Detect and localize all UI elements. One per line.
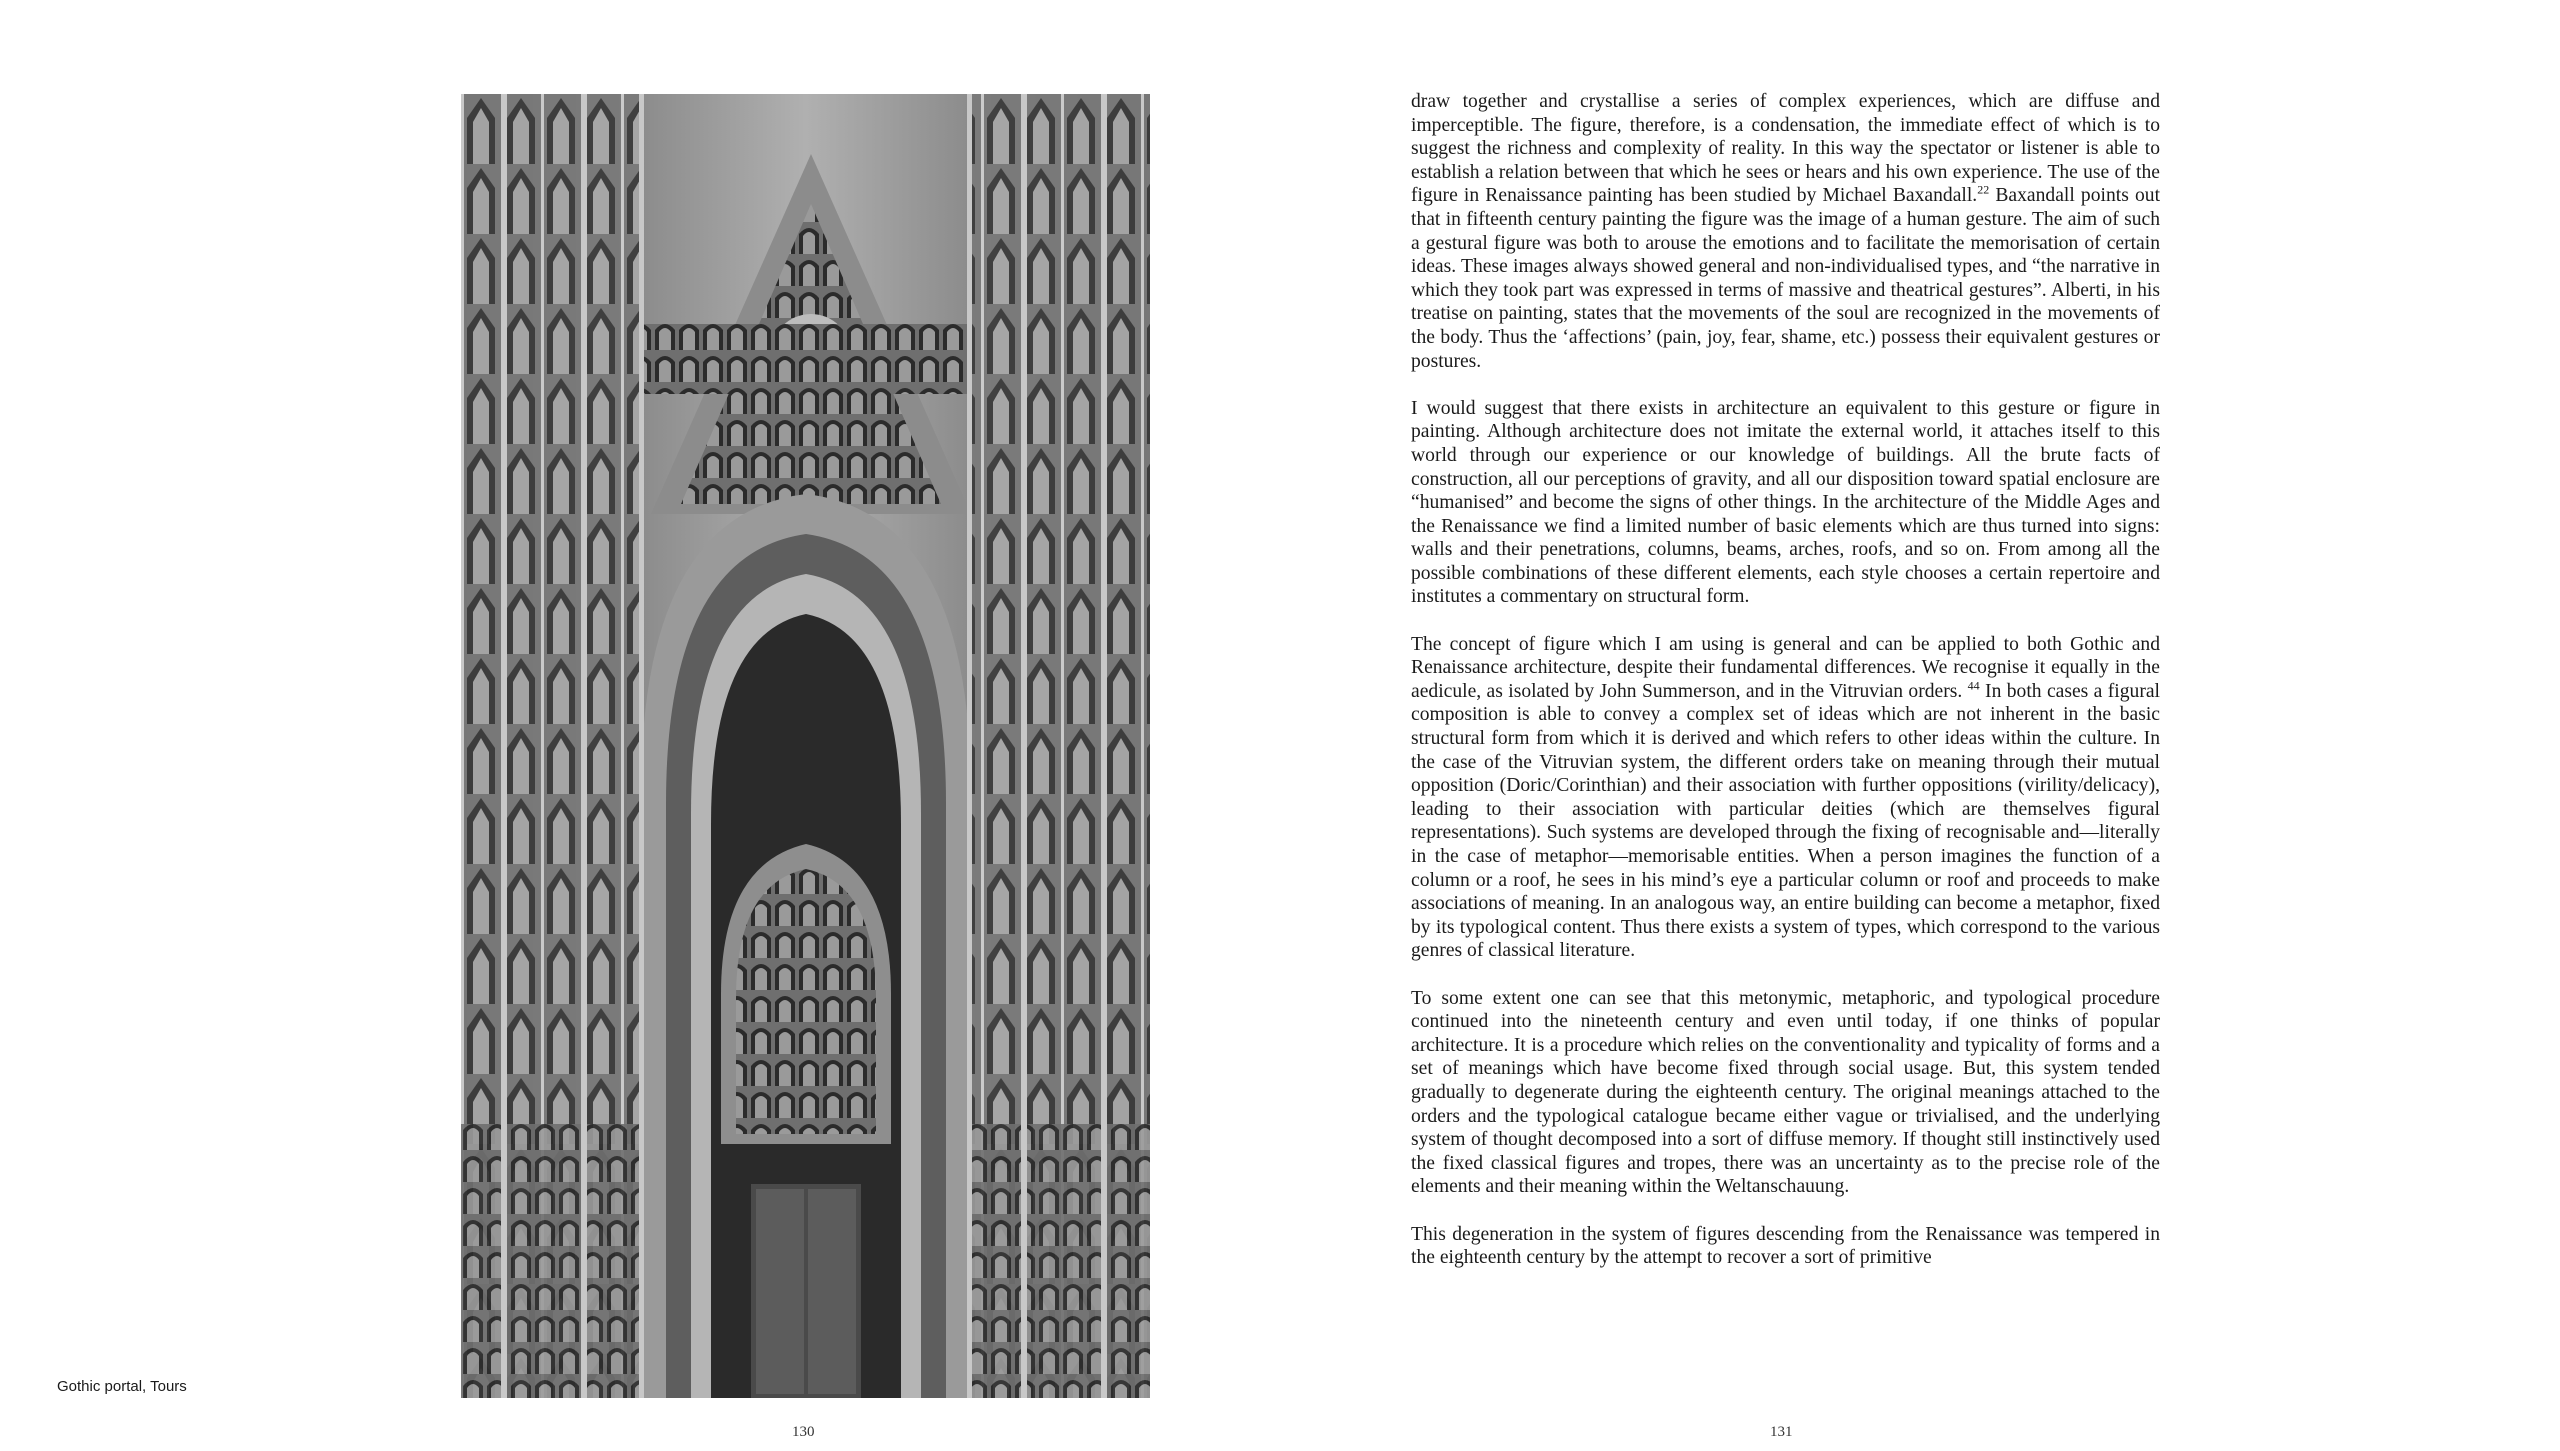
body-paragraph [1411, 397, 2160, 609]
text-run: To some extent one can see that this metonymic, metaphoric, and typological procedure continued into the nineteenth century and even until today, if one thinks of popular architecture. It is a procedure which relies on the conventionality and typicality of forms and a set of meanings which have become fixed through social usage. But, this system tended gradually to degenerate during the eighteenth century. The original meanings attached to the orders and the typological catalogue became either vague or trivialised, and the underlying system of thought decomposed into a sort of diffuse memory. If thought still instinctively used the fixed classical figures and tropes, there was an uncertainty as to the precise role of the elements and their meaning within the Weltanschauung. [1411, 987, 2160, 1198]
body-paragraph [1411, 1223, 2160, 1270]
body-paragraph [1411, 90, 2160, 373]
photo-caption: Gothic portal, Tours [57, 1378, 187, 1395]
text-run: Baxandall points out that in fifteenth century painting the figure was the image of a human gesture. The aim of such a gestural figure was both to arouse the emotions and to facilitate the memorisation of certain ideas. These images always showed general and non-individualised types, and “the narrative in which they took part was expressed in terms of massive and theatrical gestures”. Alberti, in his treatise on painting, states that the movements of the soul are recognized in the movements of the body. Thus the ‘affections’ (pain, joy, fear, shame, etc.) possess their equivalent gestures or postures. [1411, 185, 2160, 372]
body-paragraph [1411, 987, 2160, 1199]
portal-illustration [461, 94, 1150, 1398]
text-run: In both cases a figural composition is able to convey a complex set of ideas which are not inherent in the basic structural form from which it is derived and which refers to other ideas within the culture. In the case of the Vitruvian system, the different orders take on meaning through their mutual opposition (Doric/Corinthian) and their association with further oppositions (virility/delicacy), leading to their association with particular deities (which are themselves figural representations). Such systems are developed through the fixing of recognisable and—literally in the case of metaphor—memorisable entities. When a person imagines the function of a column or a roof, he sees in his mind’s eye a particular column or roof and proceeds to make associations of meaning. In an analogous way, an entire building can become a metaphor, fixed by its typological content. Thus there exists a system of types, which correspond to the various genres of classical literature. [1411, 680, 2160, 962]
text-run: draw together and crystallise a series of complex experiences, which are diffuse and imperceptible. The figure, therefore, is a condensation, the immediate effect of which is to suggest the richness and complexity of reality. In this way the spectator or listener is able to establish a relation between that which he sees or hears and his own experience. The use of the figure in Renaissance painting has been studied by Michael Baxandall. [1411, 91, 2160, 207]
text-run: The concept of figure which I am using is general and can be applied to both Gothic and Renaissance architecture, despite their fundamental differences. We recognise it equally in the aedicule, as isolated by John Summerson, and in the Vitruvian orders. [1411, 633, 2160, 702]
text-run: I would suggest that there exists in architecture an equivalent to this gesture or figure in painting. Although architecture does not imitate the external world, it attaches itself to this world through our experience or our knowledge of buildings. All the brute facts of construction, all our perceptions of gravity, and all our disposition toward spatial enclosure are “humanised” and become the signs of other things. In the architecture of the Middle Ages and the Renaissance we find a limited number of basic elements which are thus turned into signs: walls and their penetrations, columns, beams, arches, roofs, and so on. From among all the possible combinations of these different elements, each style chooses a certain repertoire and institutes a commentary on structural form. [1411, 397, 2160, 608]
body-paragraph [1411, 633, 2160, 963]
page-number-left: 130 [792, 1424, 815, 1440]
body-text-column [1411, 90, 2160, 1410]
footnote-ref: 44 [1967, 678, 1980, 693]
page-number-right: 131 [1770, 1424, 1793, 1440]
gothic-portal-photo [461, 94, 1150, 1398]
text-run: This degeneration in the system of figures descending from the Renaissance was tempered in the eighteenth century by the attempt to recover a sort of primitive [1411, 1223, 2160, 1269]
footnote-ref: 22 [1977, 182, 1990, 197]
